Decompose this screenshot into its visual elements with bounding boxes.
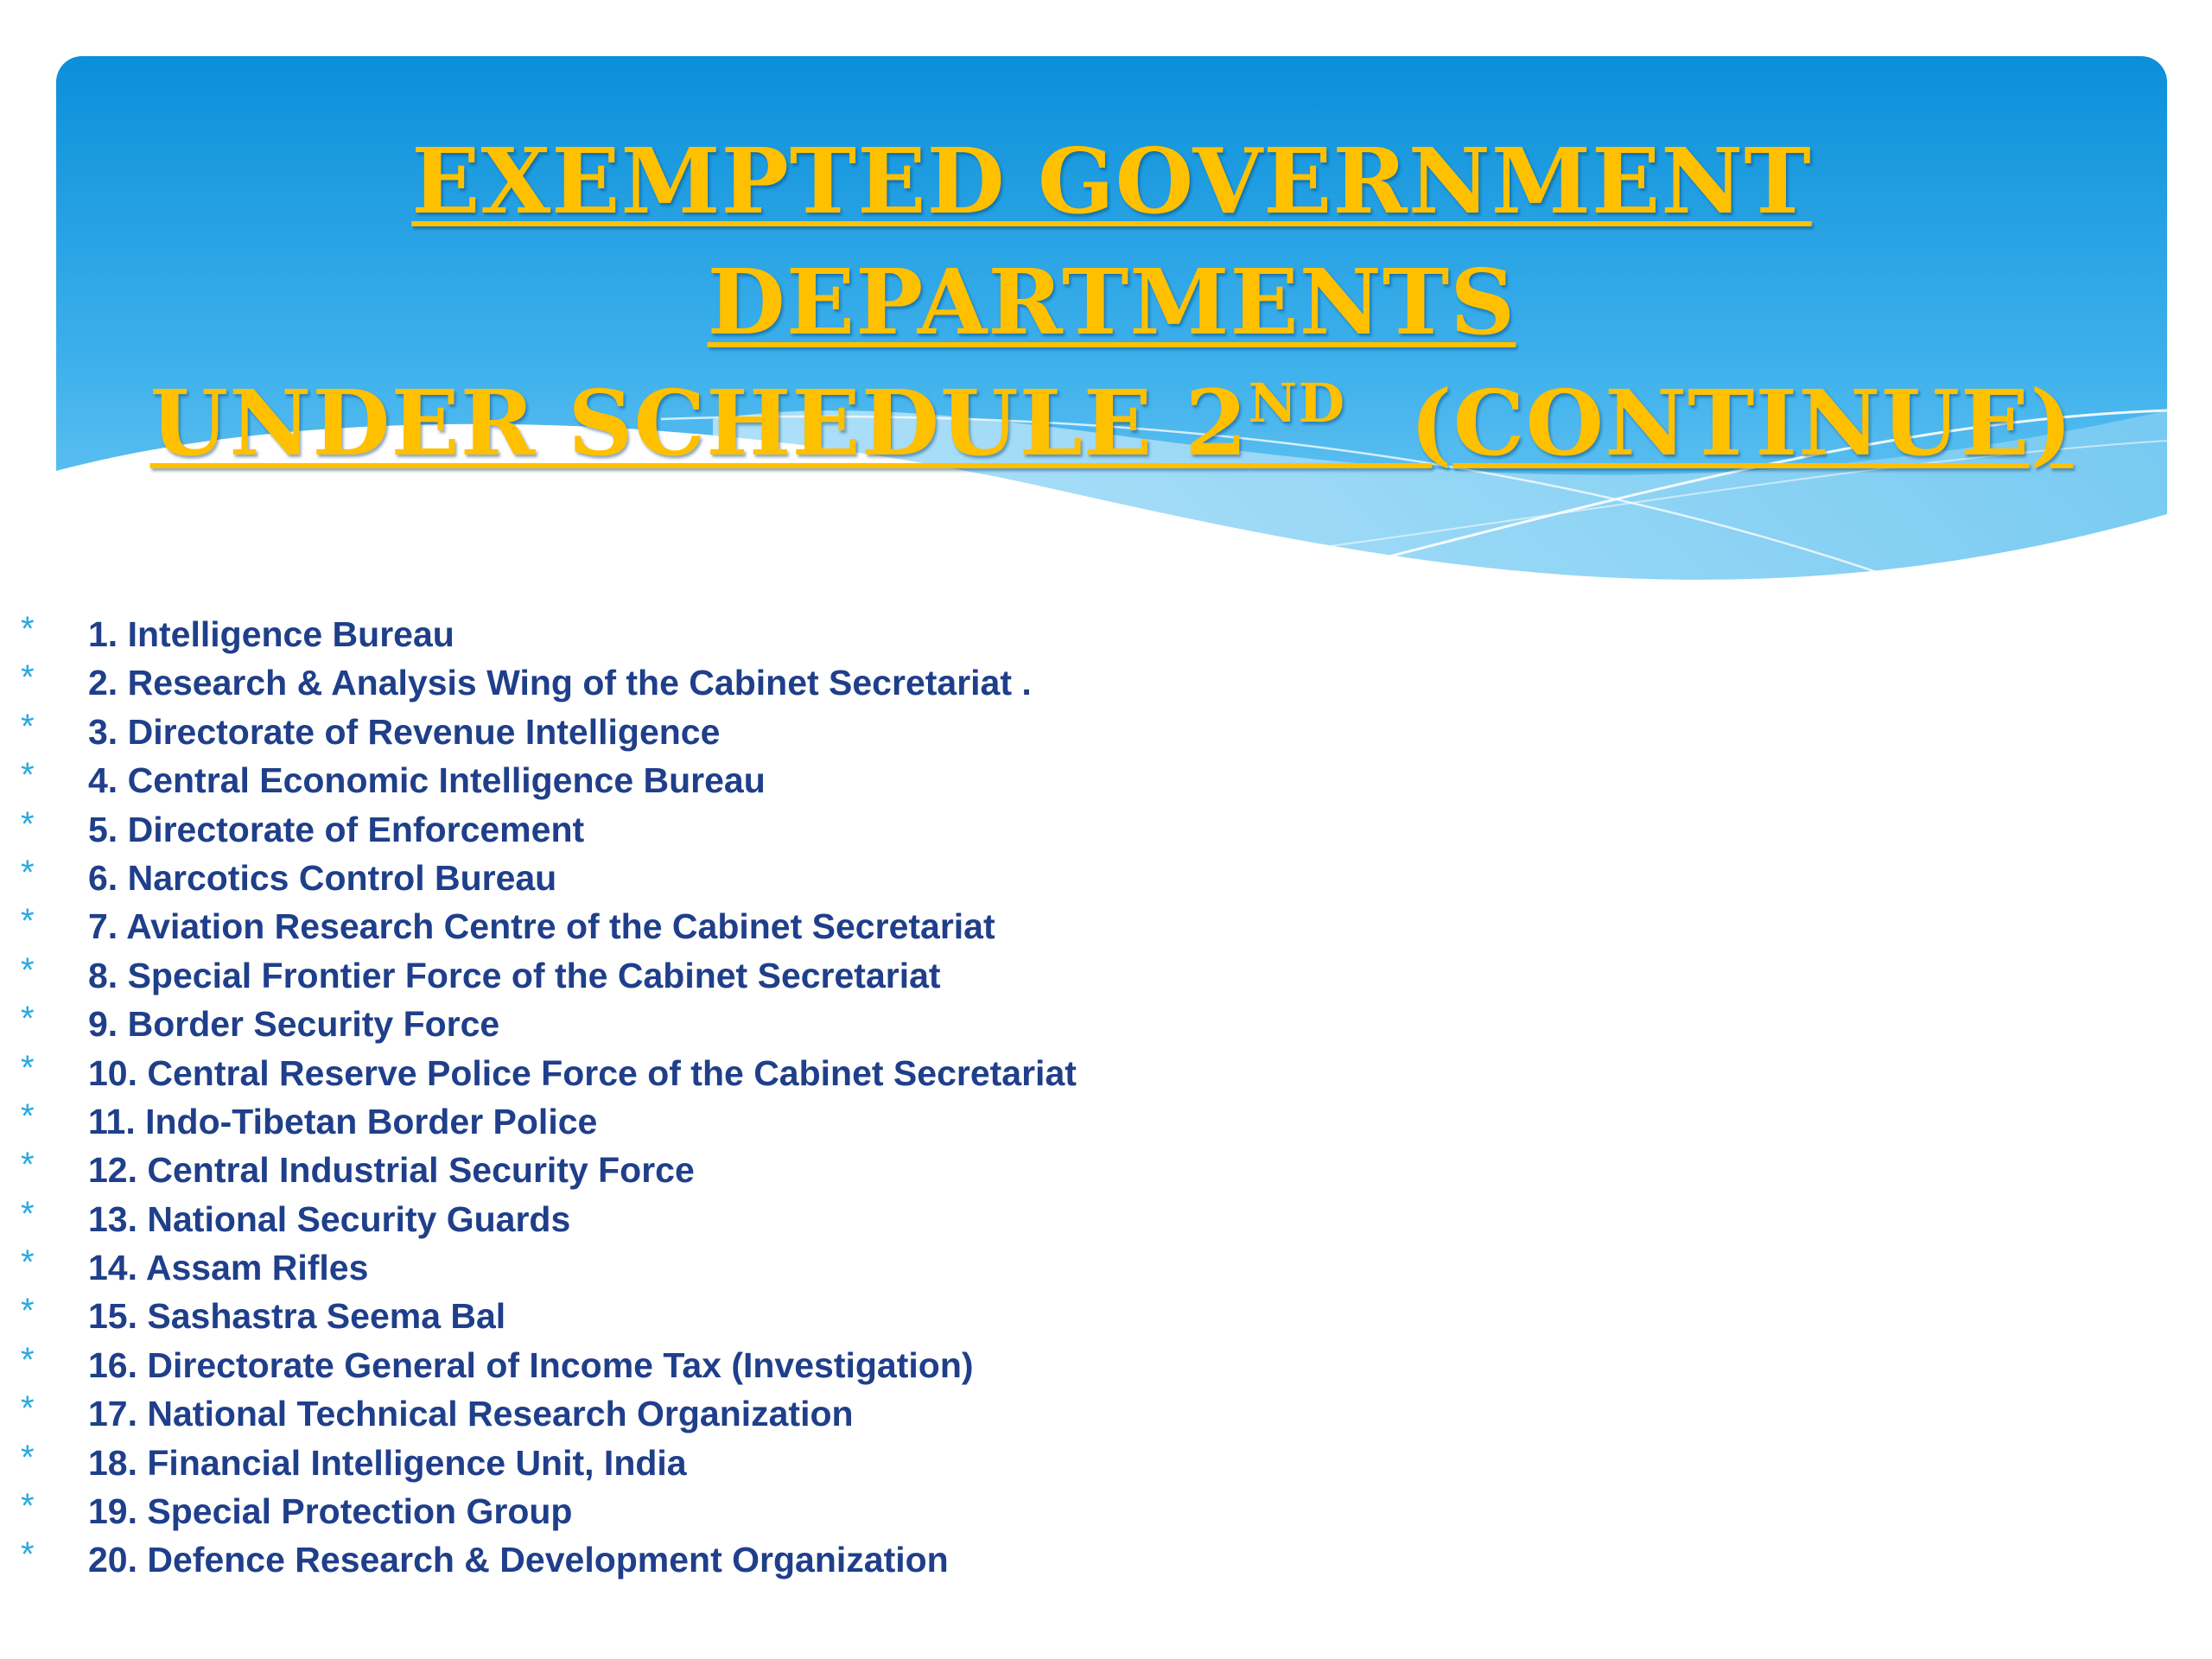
list-item [0,1389,1555,1438]
list-item [0,1439,1555,1487]
department-name: 11. Indo-Tibetan Border Police [88,1101,598,1141]
bullet-asterisk-icon: * [21,756,35,795]
department-name: 3. Directorate of Revenue Intelligence [88,711,721,752]
title-line-2 [150,363,2074,484]
department-name: 20. Defence Research & Development Organization [88,1540,949,1580]
bullet-asterisk-icon: * [21,1438,35,1477]
bullet-asterisk-icon: * [21,1292,35,1331]
list-item [0,1243,1555,1292]
department-name: 10. Central Reserve Police Force of the Cabinet Secretariat [88,1052,1077,1093]
bullet-asterisk-icon: * [21,1243,35,1282]
list-item [0,805,1555,854]
department-name: 15. Sashastra Seema Bal [88,1296,506,1337]
list-item [0,1097,1555,1146]
title-line-2-text: UNDER SCHEDULE 2 [149,370,1249,476]
title-line-2-suffix: (CONTINUE) [1345,370,2074,476]
department-name: 19. Special Protection Group [88,1491,573,1532]
bullet-asterisk-icon: * [21,1487,35,1526]
bullet-asterisk-icon: * [21,707,35,746]
department-name: 17. National Technical Research Organization [88,1394,854,1434]
bullet-asterisk-icon: * [21,902,35,941]
bullet-asterisk-icon: * [21,658,35,697]
bullet-asterisk-icon: * [21,1389,35,1428]
list-item [0,1535,1555,1584]
bullet-asterisk-icon: * [21,1340,35,1379]
bullet-asterisk-icon: * [21,1048,35,1087]
department-name: 2. Research & Analysis Wing of the Cabinet Secretariat . [88,663,1032,703]
department-name: 1. Intelligence Bureau [88,614,454,654]
list-item [0,756,1555,804]
department-name: 8. Special Frontier Force of the Cabinet Secretariat [88,955,941,995]
department-name: 16. Directorate General of Income Tax (Investigation) [88,1344,974,1385]
bullet-asterisk-icon: * [21,1096,35,1135]
department-name: 5. Directorate of Enforcement [88,809,585,849]
list-item [0,1049,1555,1097]
title-superscript: ND [1248,372,1346,435]
list-item [0,902,1555,950]
list-item [0,708,1555,756]
page-title [56,121,2167,484]
list-item [0,1487,1555,1535]
bullet-asterisk-icon: * [21,1000,35,1039]
bullet-asterisk-icon: * [21,1194,35,1233]
list-item [0,1000,1555,1048]
list-item [0,1292,1555,1340]
department-list [0,610,1555,1585]
department-name: 7. Aviation Research Centre of the Cabinet Secretariat [88,906,995,947]
list-item [0,610,1555,658]
list-item [0,951,1555,1000]
bullet-asterisk-icon: * [21,804,35,843]
list-item [0,658,1555,707]
bullet-asterisk-icon: * [21,1535,35,1574]
title-line-1: EXEMPTED GOVERNMENT DEPARTMENTS [411,128,1812,355]
list-item [0,1195,1555,1243]
department-name: 9. Border Security Force [88,1004,500,1045]
department-name: 6. Narcotics Control Bureau [88,857,557,898]
list-item [0,854,1555,902]
department-name: 4. Central Economic Intelligence Bureau [88,760,766,801]
department-name: 14. Assam Rifles [88,1248,369,1288]
department-name: 12. Central Industrial Security Force [88,1150,695,1191]
list-item [0,1146,1555,1194]
bullet-asterisk-icon: * [21,610,35,648]
department-name: 13. National Security Guards [88,1198,571,1239]
bullet-asterisk-icon: * [21,853,35,892]
list-item [0,1341,1555,1389]
bullet-asterisk-icon: * [21,1146,35,1185]
bullet-asterisk-icon: * [21,950,35,989]
department-name: 18. Financial Intelligence Unit, India [88,1442,687,1483]
